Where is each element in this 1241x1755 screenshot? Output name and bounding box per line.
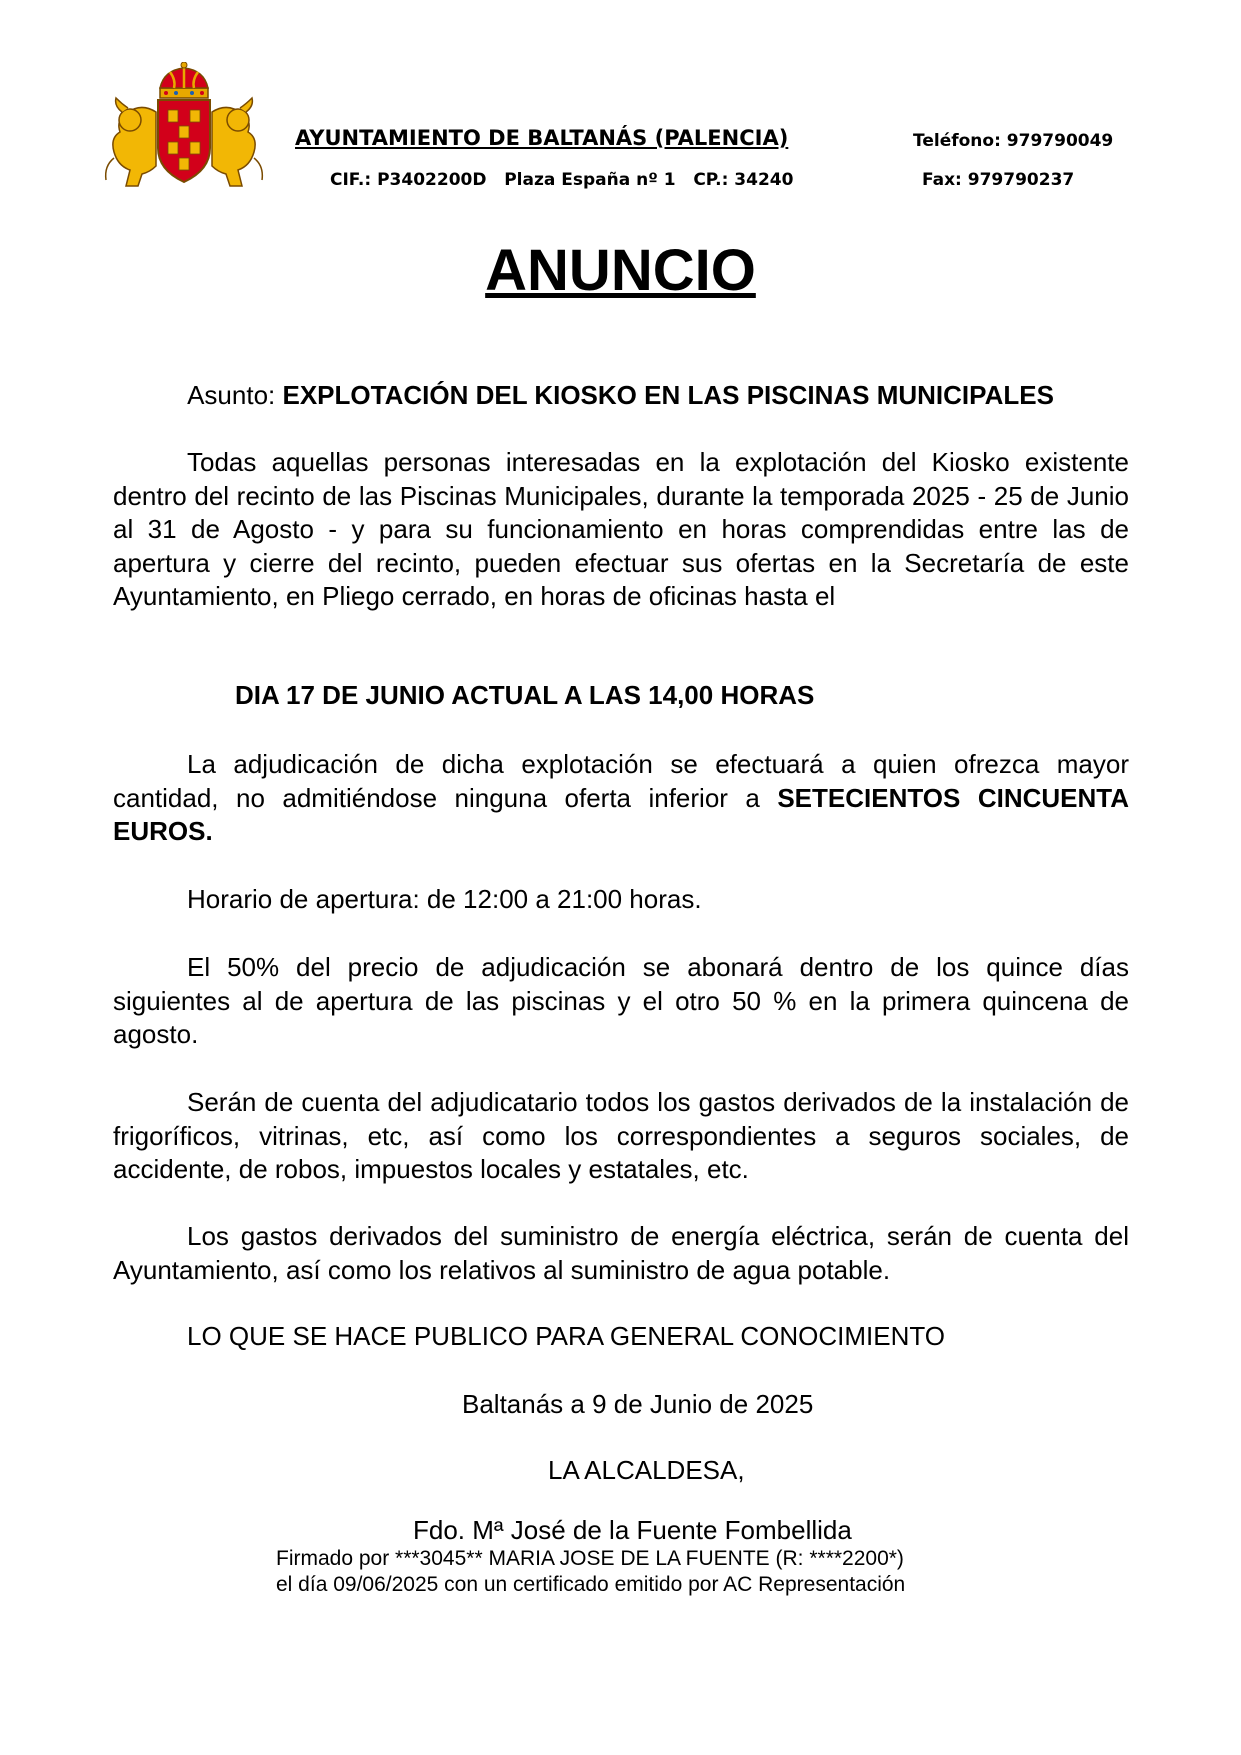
payment-text: El 50% del precio de adjudicación se abonará dentro de los quince días siguientes al de apertura de las piscinas y el otro 50 % en la primera quincena de agosto. [113, 952, 1129, 1050]
payment-paragraph [113, 951, 1129, 1052]
fax-number: Fax: 979790237 [922, 170, 1075, 190]
municipality-name: AYUNTAMIENTO DE BALTANÁS (PALENCIA) [295, 126, 789, 150]
award-text: La adjudicación de dicha explotación se efectuará a quien ofrezca mayor cantidad, no admitiéndose ninguna oferta inferior a [113, 749, 1129, 813]
cif-address: CIF.: P3402200D Plaza España nº 1 CP.: 34240 [330, 170, 794, 190]
document-title: ANUNCIO [485, 238, 756, 303]
shield-icon [158, 100, 210, 182]
subject-label: Asunto: [187, 380, 283, 410]
energy-paragraph [113, 1220, 1129, 1287]
deadline-line: DIA 17 DE JUNIO ACTUAL A LAS 14,00 HORAS [235, 680, 815, 710]
public-notice: LO QUE SE HACE PUBLICO PARA GENERAL CONOCIMIENTO [187, 1321, 946, 1351]
energy-text: Los gastos derivados del suministro de energía eléctrica, serán de cuenta del Ayuntamiento, así como los relativos al suministro de agua potable. [113, 1221, 1129, 1285]
crown-icon [160, 62, 208, 98]
expenses-text: Serán de cuenta del adjudicatario todos los gastos derivados de la instalación de frigoríficos, vitrinas, etc, así como los correspondientes a seguros sociales, de accidente, de robos, impuestos locales y estatales, etc. [113, 1087, 1129, 1185]
expenses-paragraph [113, 1086, 1129, 1187]
left-lion-icon [106, 98, 156, 186]
right-lion-icon [212, 98, 262, 186]
intro-text: Todas aquellas personas interesadas en la explotación del Kiosko existente dentro del recinto de las Piscinas Municipales, durante la temporada 2025 - 25 de Junio al 31 de Agosto - y para su funcionamiento en horas comprendidas entre las de apertura y cierre del recinto, pueden efectuar sus ofertas en la Secretaría de este Ayuntamiento, en Pliego cerrado, en horas de oficinas hasta el [113, 447, 1129, 612]
subject-text: EXPLOTACIÓN DEL KIOSKO EN LAS PISCINAS MUNICIPALES [282, 380, 1054, 410]
certificate-line-1: Firmado por ***3045** MARIA JOSE DE LA FUENTE (R: ****2200*) [276, 1547, 904, 1570]
certificate-line-2: el día 09/06/2025 con un certificado emitido por AC Representación [276, 1573, 906, 1596]
signer-role: LA ALCALDESA, [548, 1455, 745, 1485]
subject-line [0, 378, 1241, 412]
hours-text: Horario de apertura: de 12:00 a 21:00 horas. [187, 884, 702, 914]
signer-name: Fdo. Mª José de la Fuente Fombellida [413, 1515, 852, 1545]
award-amount: SETECIENTOS CINCUENTA EUROS. [113, 782, 1129, 847]
hours-paragraph [113, 883, 1129, 917]
intro-paragraph [113, 446, 1129, 614]
award-paragraph [113, 748, 1129, 849]
phone-number: Teléfono: 979790049 [913, 131, 1114, 151]
place-date: Baltanás a 9 de Junio de 2025 [462, 1389, 814, 1419]
coat-of-arms-icon [100, 62, 268, 202]
